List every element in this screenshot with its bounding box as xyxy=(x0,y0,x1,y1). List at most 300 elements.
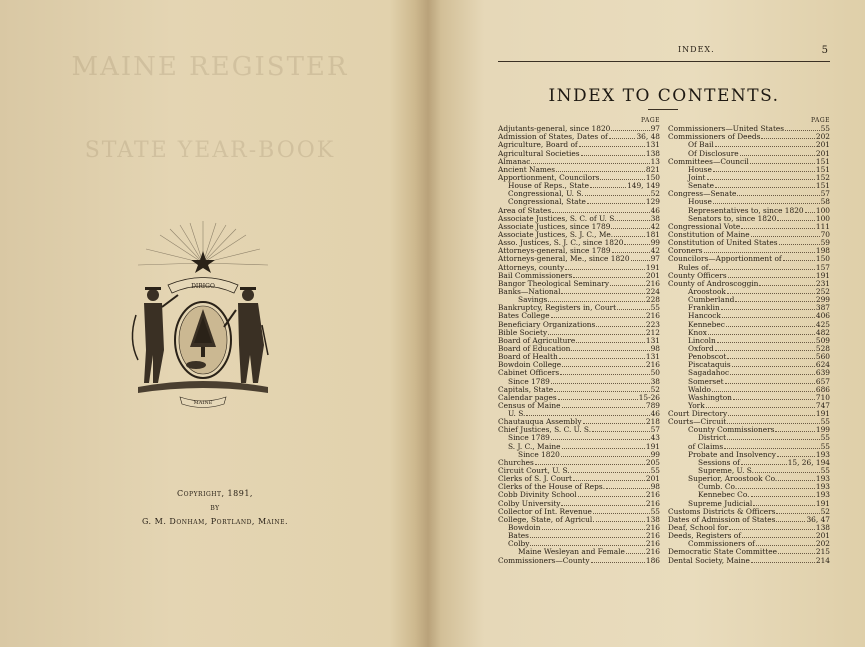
index-entry-label: County Commissioners xyxy=(688,426,775,435)
index-entry xyxy=(498,304,660,312)
leader-dots xyxy=(611,125,649,131)
index-entry xyxy=(668,125,830,133)
leader-dots xyxy=(626,548,645,554)
leader-dots xyxy=(571,467,650,473)
index-column-left xyxy=(498,117,660,565)
leader-dots xyxy=(559,353,645,359)
right-page xyxy=(430,0,865,647)
index-entry-page: 99 xyxy=(650,450,660,459)
leader-dots xyxy=(565,264,645,270)
index-entry xyxy=(498,296,660,304)
index-entry-page: 50 xyxy=(650,369,660,378)
index-entry-label: Apportionment, Councilors xyxy=(498,173,600,182)
index-entry-page: 299 xyxy=(815,296,830,305)
index-entry-page: 193 xyxy=(815,491,830,500)
index-entry-label: Collector of Int. Revenue xyxy=(498,507,592,516)
index-entry xyxy=(498,321,660,329)
index-entry xyxy=(668,321,830,329)
index-entry-label: Congressional, U. S. xyxy=(508,190,584,199)
copyright-by: by xyxy=(210,503,220,512)
index-entry-page: 186 xyxy=(645,556,660,565)
index-entry-label: Cobb Divinity School xyxy=(498,491,577,500)
index-entry-label: Councilors—Apportionment of xyxy=(668,255,782,264)
leader-dots xyxy=(579,141,645,147)
index-entry xyxy=(498,207,660,215)
index-entry xyxy=(498,516,660,524)
index-entry-page: 191 xyxy=(815,410,830,419)
index-entry-page: 223 xyxy=(645,320,660,329)
leader-dots xyxy=(737,190,819,196)
leader-dots xyxy=(756,540,815,546)
index-entry-label: Supreme Judicial xyxy=(688,499,753,508)
index-entry-page: 59 xyxy=(820,239,830,248)
index-entry-label: Joint xyxy=(688,173,706,182)
leader-dots xyxy=(554,386,649,392)
index-entry-page: 639 xyxy=(815,369,830,378)
leader-dots xyxy=(750,158,815,164)
index-entry xyxy=(498,133,660,141)
index-entry xyxy=(498,402,660,410)
index-entry-label: Bangor Theological Seminary xyxy=(498,279,610,288)
copyright-line: Copyright, 1891, xyxy=(177,489,253,498)
index-entry xyxy=(668,475,830,483)
index-entry-label: Court Directory xyxy=(668,410,728,419)
leader-dots xyxy=(751,491,815,497)
index-entry-label: County Officers xyxy=(668,271,727,280)
leader-dots xyxy=(761,133,814,139)
index-entry-page: 97 xyxy=(650,125,660,134)
index-entry xyxy=(668,467,830,475)
leader-dots xyxy=(709,264,815,270)
bleed-through-text: STATE YEAR-BOOK xyxy=(84,138,336,163)
farmer-figure xyxy=(132,287,178,383)
index-entry-label: Board of Education xyxy=(498,344,571,353)
index-entry-page: 231 xyxy=(815,279,830,288)
index-entry xyxy=(498,312,660,320)
index-entry-label: Deaf, School for xyxy=(668,524,729,533)
index-entry xyxy=(498,190,660,198)
index-entry xyxy=(498,231,660,239)
index-column-right xyxy=(668,117,830,565)
index-entry xyxy=(498,329,660,337)
index-entry-page: 131 xyxy=(645,353,660,362)
index-entry-label: Cabinet Officers xyxy=(498,369,560,378)
index-entry xyxy=(668,459,830,467)
index-entry xyxy=(668,312,830,320)
index-entry-label: Sessions of xyxy=(698,458,740,467)
index-entry-page: 406 xyxy=(815,312,830,321)
index-entry-label: Kennebec xyxy=(688,320,725,329)
index-entry-label: Beneficiary Organizations xyxy=(498,320,596,329)
leader-dots xyxy=(548,329,645,335)
index-entry-label: Attorneys-general, Me., since 1820 xyxy=(498,255,630,264)
index-entry-label: Clerks of S. J. Court xyxy=(498,475,573,484)
index-entry-label: Cumberland xyxy=(688,296,735,305)
index-entry xyxy=(668,158,830,166)
index-entry-page: 191 xyxy=(645,442,660,451)
index-entry-page: 15-26 xyxy=(638,393,660,402)
index-entry xyxy=(498,215,660,223)
leader-dots xyxy=(730,369,815,375)
index-entry-label: Franklin xyxy=(688,304,720,313)
leader-dots xyxy=(727,353,815,359)
index-entry xyxy=(668,190,830,198)
index-entry xyxy=(498,548,660,556)
index-entry-label: Waldo xyxy=(688,385,711,394)
index-entry xyxy=(668,378,830,386)
index-entry xyxy=(668,182,830,190)
index-entry-page: 38 xyxy=(650,214,660,223)
index-entry xyxy=(668,231,830,239)
index-entry xyxy=(498,386,660,394)
leader-dots xyxy=(596,321,645,327)
leader-dots xyxy=(562,361,645,367)
leader-dots xyxy=(576,337,645,343)
leader-dots xyxy=(600,174,644,180)
index-entry xyxy=(498,353,660,361)
index-entry-label: Agricultural Societies xyxy=(498,149,580,158)
index-entry-label: Board of Health xyxy=(498,353,558,362)
index-entry-label: Lincoln xyxy=(688,336,716,345)
index-entry xyxy=(498,158,660,166)
index-entry-page: 202 xyxy=(815,540,830,549)
index-entry-page: 191 xyxy=(815,271,830,280)
leader-dots xyxy=(724,443,819,449)
index-entry-label: Bates xyxy=(508,532,529,541)
title-rule xyxy=(648,109,678,110)
index-entry-page: 98 xyxy=(650,344,660,353)
index-entry-label: Senate xyxy=(688,182,714,191)
index-entry-label: Attorneys-general, since 1789 xyxy=(498,247,611,256)
index-entry xyxy=(668,198,830,206)
index-entry-label: Since 1789 xyxy=(508,377,550,386)
index-entry-page: 686 xyxy=(815,385,830,394)
leader-dots xyxy=(805,207,815,213)
index-entry-page: 214 xyxy=(815,556,830,565)
index-entry-label: Board of Agriculture xyxy=(498,336,576,345)
index-entry xyxy=(668,239,830,247)
page-column-heading: PAGE xyxy=(641,117,660,124)
leader-dots xyxy=(590,182,626,188)
leader-dots xyxy=(606,483,650,489)
index-entry-label: House of Reps., State xyxy=(508,182,589,191)
leader-dots xyxy=(708,329,815,335)
index-entry-label: Constitution of United States xyxy=(668,239,778,248)
index-entry xyxy=(668,337,830,345)
index-entry-page: 36, 47 xyxy=(806,515,830,524)
index-entry-label: Deeds, Registers of xyxy=(668,532,741,541)
leader-dots xyxy=(728,272,815,278)
index-entry-label: Almanac xyxy=(498,157,531,166)
index-entry xyxy=(668,329,830,337)
index-entry xyxy=(668,508,830,516)
index-entry xyxy=(668,557,830,565)
index-entry xyxy=(668,402,830,410)
index-entry xyxy=(498,255,660,263)
leader-dots xyxy=(609,133,636,139)
index-entry-label: Since 1789 xyxy=(508,434,550,443)
index-entry-label: Constitution of Maine xyxy=(668,230,750,239)
index-entry-label: Piscataquis xyxy=(688,361,731,370)
leader-dots xyxy=(733,394,815,400)
index-entry-label: Associate Justices, since 1789 xyxy=(498,222,611,231)
index-entry-page: 55 xyxy=(820,467,830,476)
index-entry xyxy=(668,426,830,434)
index-entry-page: 55 xyxy=(820,434,830,443)
index-entry-page: 218 xyxy=(645,418,660,427)
leader-dots xyxy=(551,378,650,384)
index-entry xyxy=(498,198,660,206)
leader-dots xyxy=(712,386,815,392)
index-entry xyxy=(668,548,830,556)
index-entry xyxy=(498,182,660,190)
left-page xyxy=(0,0,420,647)
index-entry xyxy=(498,508,660,516)
index-entry xyxy=(498,532,660,540)
index-entry-page: 624 xyxy=(815,361,830,370)
index-entry xyxy=(498,418,660,426)
leader-dots xyxy=(610,280,645,286)
leader-dots xyxy=(727,434,820,440)
leader-dots xyxy=(560,369,649,375)
leader-dots xyxy=(753,500,815,506)
index-entry-page: 509 xyxy=(815,336,830,345)
index-entry xyxy=(498,475,660,483)
leader-dots xyxy=(585,190,650,196)
index-entry-label: York xyxy=(688,401,705,410)
index-entry-label: Courts—Circuit xyxy=(668,418,727,427)
index-entry xyxy=(498,500,660,508)
index-entry-page: 212 xyxy=(645,328,660,337)
index-entry-page: 131 xyxy=(645,141,660,150)
index-entry-label: Aroostook xyxy=(688,287,726,296)
index-entry-page: 198 xyxy=(815,247,830,256)
index-entry xyxy=(668,361,830,369)
index-entry-page: 15, 26, 194 xyxy=(787,458,830,467)
index-entry-label: Probate and Insolvency xyxy=(688,450,776,459)
index-entry-page: 55 xyxy=(650,304,660,313)
leader-dots xyxy=(777,451,815,457)
index-entry-label: Hancock xyxy=(688,312,721,321)
leader-dots xyxy=(596,516,645,522)
leader-dots xyxy=(755,467,820,473)
index-entry-page: 216 xyxy=(645,540,660,549)
bleed-through-text: MAINE REGISTER xyxy=(71,52,349,82)
leader-dots xyxy=(526,410,649,416)
leader-dots xyxy=(611,223,649,229)
leader-dots xyxy=(548,296,645,302)
index-entry-label: Washington xyxy=(688,393,732,402)
index-entry xyxy=(498,443,660,451)
index-entry-label: Bible Society xyxy=(498,328,548,337)
leader-dots xyxy=(751,557,815,563)
index-entry xyxy=(498,141,660,149)
index-entry-page: 201 xyxy=(815,149,830,158)
leader-dots xyxy=(592,426,650,432)
index-entry-label: Area of States xyxy=(498,206,552,215)
index-entry xyxy=(498,166,660,174)
index-entry-page: 193 xyxy=(815,483,830,492)
index-entry-page: 252 xyxy=(815,287,830,296)
index-entry xyxy=(498,174,660,182)
index-entry-label: Commissioners of Deeds xyxy=(668,133,761,142)
index-entry-label: Bail Commissioners xyxy=(498,271,573,280)
index-entry xyxy=(498,483,660,491)
leader-dots xyxy=(776,516,805,522)
copyright-publisher: G. M. Donham, Portland, Maine. xyxy=(141,517,289,526)
index-entry-page: 157 xyxy=(815,263,830,272)
index-entry-label: Banks—National xyxy=(498,287,561,296)
index-entry-page: 46 xyxy=(650,206,660,215)
seal-label: MAINE xyxy=(193,400,213,406)
index-entry-label: Coroners xyxy=(668,247,703,256)
leader-dots xyxy=(558,394,638,400)
index-entry-label: Admission of States, Dates of xyxy=(498,133,608,142)
index-entry xyxy=(498,467,660,475)
leader-dots xyxy=(531,158,649,164)
leader-dots xyxy=(542,524,645,530)
index-entry-label: House xyxy=(688,198,712,207)
leader-dots xyxy=(624,239,649,245)
index-entry-label: Dates of Admission of States xyxy=(668,515,776,524)
index-entry-page: 789 xyxy=(645,401,660,410)
index-entry-page: 55 xyxy=(820,125,830,134)
seal-motto: DIRIGO xyxy=(191,283,215,290)
index-entry xyxy=(668,516,830,524)
index-entry-page: 52 xyxy=(820,507,830,516)
index-entry-label: Calendar pages xyxy=(498,393,557,402)
index-entry-page: 138 xyxy=(815,524,830,533)
index-entry-label: Sagadahoc xyxy=(688,369,730,378)
index-entry-page: 151 xyxy=(815,182,830,191)
index-entry-page: 216 xyxy=(645,532,660,541)
index-entry-page: 216 xyxy=(645,548,660,557)
index-entry xyxy=(668,133,830,141)
index-entry-label: Ancient Names xyxy=(498,165,556,174)
index-entry-label: Superior, Aroostook Co. xyxy=(688,475,778,484)
index-entry-label: Maine Wesleyan and Female xyxy=(518,548,625,557)
index-entry xyxy=(668,532,830,540)
index-entry xyxy=(498,394,660,402)
index-entry xyxy=(668,288,830,296)
index-entry xyxy=(498,361,660,369)
index-entry-label: Savings xyxy=(518,296,548,305)
leader-dots xyxy=(713,198,820,204)
leader-dots xyxy=(715,345,815,351)
index-entry-page: 216 xyxy=(645,491,660,500)
index-entry-label: Oxford xyxy=(688,344,714,353)
index-entry-label: Committees—Council xyxy=(668,157,749,166)
leader-dots xyxy=(530,540,645,546)
index-entry xyxy=(668,247,830,255)
index-entry-page: 149, 149 xyxy=(627,182,660,191)
index-entry-page: 425 xyxy=(815,320,830,329)
index-entry-page: 151 xyxy=(815,157,830,166)
leader-dots xyxy=(556,166,645,172)
index-entry-label: Kennebec Co. xyxy=(698,491,750,500)
index-entry-page: 129 xyxy=(645,198,660,207)
index-entry xyxy=(498,239,660,247)
index-entry-label: Commissioners—United States xyxy=(668,125,785,134)
index-entry-label: Supreme, U. S. xyxy=(698,467,754,476)
index-entry-page: 387 xyxy=(815,304,830,313)
index-entry-page: 57 xyxy=(650,426,660,435)
index-entry-label: Congressional Vote xyxy=(668,222,741,231)
leader-dots xyxy=(728,410,815,416)
index-entry-page: 528 xyxy=(815,344,830,353)
index-entry-label: U. S. xyxy=(508,410,526,419)
index-entry xyxy=(498,434,660,442)
leader-dots xyxy=(562,402,645,408)
index-entry-label: District xyxy=(698,434,727,443)
leader-dots xyxy=(776,508,819,514)
leader-dots xyxy=(741,223,815,229)
index-entry-page: 42 xyxy=(650,222,660,231)
leader-dots xyxy=(583,418,645,424)
leader-dots xyxy=(717,337,815,343)
leader-dots xyxy=(721,304,815,310)
index-entry-page: 202 xyxy=(815,133,830,142)
leader-dots xyxy=(535,459,645,465)
index-entry-label: Bankruptcy, Registers in, Court xyxy=(498,304,617,313)
leader-dots xyxy=(727,288,815,294)
leader-dots xyxy=(715,182,815,188)
index-entry xyxy=(668,483,830,491)
index-entry-label: Bates College xyxy=(498,312,550,321)
index-entry xyxy=(498,378,660,386)
index-entry xyxy=(668,166,830,174)
index-entry-page: 191 xyxy=(645,263,660,272)
index-entry xyxy=(498,459,660,467)
index-entry-label: Of Bail xyxy=(688,141,714,150)
index-entry-page: 199 xyxy=(815,426,830,435)
index-entry-page: 52 xyxy=(650,385,660,394)
index-entry-page: 205 xyxy=(645,458,660,467)
index-entry-page: 13 xyxy=(650,157,660,166)
leader-dots xyxy=(741,459,787,465)
index-entry-page: 98 xyxy=(650,483,660,492)
index-entry xyxy=(498,491,660,499)
index-entry xyxy=(668,500,830,508)
index-entry-page: 216 xyxy=(645,279,660,288)
index-entry xyxy=(498,410,660,418)
index-entry-label: Associate Justices, S. C. of U. S. xyxy=(498,214,617,223)
index-entry-page: 821 xyxy=(645,165,660,174)
index-entry-label: Bowdoin xyxy=(508,524,541,533)
leader-dots xyxy=(561,451,650,457)
index-entry-page: 181 xyxy=(645,230,660,239)
leader-dots xyxy=(740,150,815,156)
leader-dots xyxy=(561,288,644,294)
index-entry-page: 70 xyxy=(820,230,830,239)
leader-dots xyxy=(704,247,815,253)
index-entry xyxy=(668,524,830,532)
index-entry-page: 131 xyxy=(645,336,660,345)
index-entry-page: 201 xyxy=(815,532,830,541)
index-title: INDEX TO CONTENTS. xyxy=(548,86,780,106)
index-entry-label: Somerset xyxy=(688,377,724,386)
index-entry-page: 482 xyxy=(815,328,830,337)
index-entry-label: Chautauqua Assembly xyxy=(498,418,582,427)
index-entry-label: Associate Justices, S. J. C., Me. xyxy=(498,230,614,239)
index-entry xyxy=(668,174,830,182)
index-entry-page: 201 xyxy=(645,271,660,280)
index-entry-page: 46 xyxy=(650,410,660,419)
index-entry xyxy=(668,296,830,304)
index-entry-page: 747 xyxy=(815,401,830,410)
index-entry xyxy=(668,386,830,394)
index-entry xyxy=(498,451,660,459)
